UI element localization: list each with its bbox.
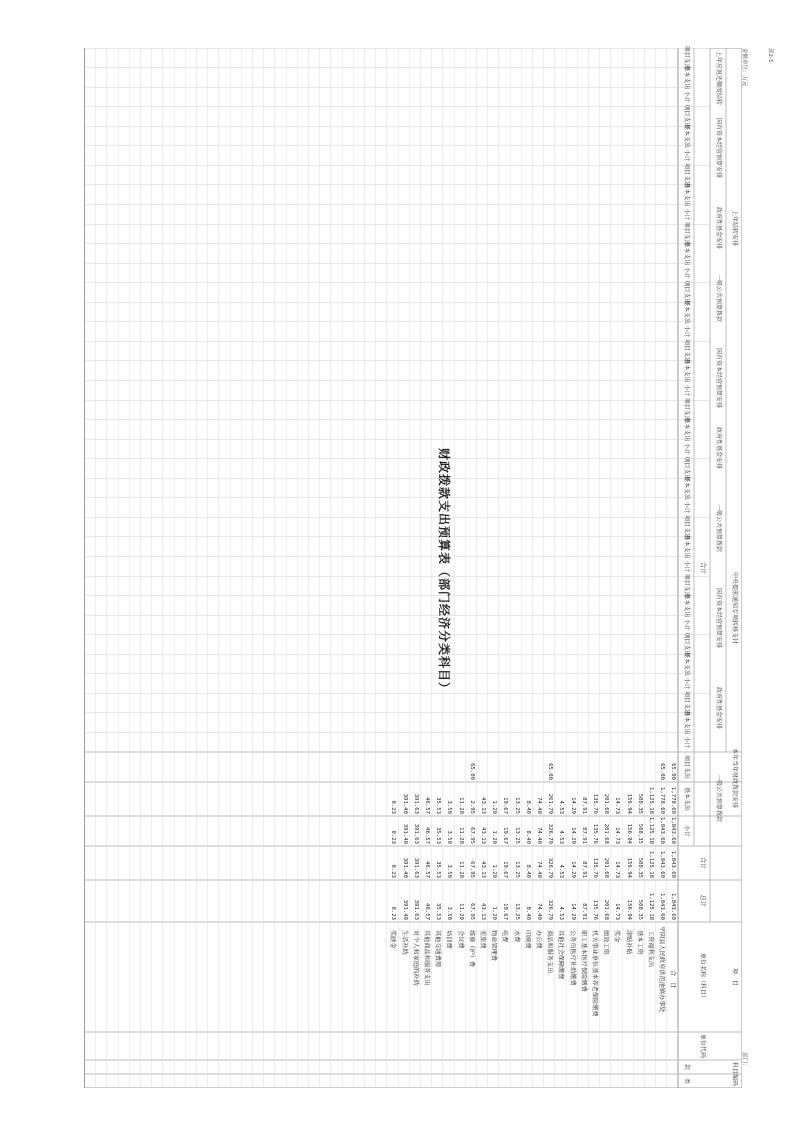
header-sub-22: 基本支出 [683, 299, 690, 325]
cell-total: 46.57 [424, 903, 430, 920]
cell-sum: 14.29 [569, 861, 576, 878]
cell-name: 职工基本医疗保险缴费 [579, 930, 587, 992]
header-small: 小计 [683, 824, 690, 838]
cell-basic: 261.79 [547, 793, 554, 814]
cell-total: 4.53 [558, 906, 565, 920]
cell-basic: 87.91 [580, 797, 587, 814]
cell-basic: 391.63 [412, 793, 419, 814]
header-sub-27: 小计 [683, 208, 690, 221]
cell-sum: 135.76 [592, 857, 598, 878]
header-sub-16: 基本支出 [683, 417, 690, 442]
cell-small: 11.20 [457, 827, 464, 844]
cell-total: 14.73 [614, 903, 621, 920]
cell-small: 1,843.60 [670, 817, 677, 844]
cell-total: 35.53 [435, 903, 442, 920]
cell-total: 391.63 [412, 899, 419, 920]
cell-sum: 4.53 [558, 864, 565, 878]
cell-basic: 8.40 [524, 800, 531, 814]
cell-basic: 508.35 [636, 793, 643, 814]
cell-name: 其他社会保障缴费 [557, 930, 565, 980]
cell-sum: 11.20 [457, 861, 464, 878]
header-sub-10: 基本支出 [683, 534, 690, 559]
header-basic: 基本支出 [683, 786, 690, 812]
cell-basic: 1,778.60 [670, 787, 677, 814]
cell-small: 326.79 [547, 823, 554, 844]
header-this-year-group: 本年当年财政拨款安排 [731, 747, 738, 809]
cell-small: 201.68 [603, 823, 610, 844]
header-sub-11: 项目支出 [683, 515, 690, 540]
header-last-state: 国有资本经营预算安排 [715, 117, 722, 179]
cell-small: 35.53 [435, 827, 442, 844]
cell-total: 43.13 [480, 903, 486, 920]
cell-total: 3.50 [446, 906, 453, 920]
cell-name: 绩效工资 [602, 930, 610, 955]
header-sub-17: 项目支出 [683, 397, 690, 422]
cell-project: 65.00 [468, 763, 475, 780]
cell-name: 平阴县人民政府洪范池镇办事处 [658, 926, 666, 1013]
cell-basic: 391.40 [401, 793, 408, 814]
cell-sum: 508.35 [636, 857, 643, 878]
cell-sum: 1,843.60 [659, 851, 666, 878]
cell-sum: 326.79 [547, 857, 554, 878]
header-sub-2: 项目支出 [683, 691, 690, 716]
cell-name: 奖励金 [389, 930, 397, 949]
header-general-budget: 一般公共预算拨款 [715, 773, 722, 823]
header-last-gov-fund: 政府性基金安排 [715, 206, 722, 250]
cell-sum: 35.53 [435, 861, 442, 878]
cell-small: 67.95 [468, 827, 475, 844]
cell-basic: 1,125.18 [648, 787, 654, 814]
header-sub-6: 小计 [683, 618, 690, 631]
cell-total: 1,125.18 [648, 893, 654, 920]
cell-sum: 156.94 [625, 857, 632, 878]
cell-basic: 2.95 [468, 800, 475, 814]
table-number: 部2-1 [767, 48, 773, 63]
cell-name: 工资福利支出 [647, 930, 654, 968]
cell-small: 87.91 [580, 827, 587, 844]
header-sub-8: 项目支出 [683, 573, 690, 598]
cell-basic: 13.25 [513, 797, 520, 814]
cell-basic: 156.94 [625, 793, 632, 814]
header-gov-fund: 政府性基金安排 [715, 686, 722, 730]
cell-total: 135.76 [592, 899, 598, 920]
header-central-gov-fund: 政府性基金安排 [715, 426, 722, 470]
header-sub-26: 项目支出 [683, 221, 690, 246]
header-unit-name: 单位名称（科目） [699, 952, 706, 1002]
header-sub-31: 基本支出 [683, 123, 690, 149]
header-sub-14: 项目支出 [683, 456, 690, 481]
cell-sum: 0.23 [390, 864, 397, 878]
cell-sum: 14.73 [614, 861, 621, 878]
header-sub-9: 小计 [683, 560, 690, 573]
cell-name: 机关事业单位基本养老保险缴费 [591, 930, 598, 1017]
cell-sum: 391.40 [401, 857, 408, 878]
cell-small: 8.40 [524, 830, 531, 844]
rotated-table-sheet [70, 45, 773, 1088]
cell-small: 1,843.60 [659, 817, 666, 844]
cell-total: 11.20 [457, 903, 464, 920]
cell-small: 46.57 [424, 827, 430, 844]
cell-name: 对个人和家庭的补助 [411, 930, 419, 986]
cell-basic: 3.50 [446, 800, 453, 814]
header-sub-19: 基本支出 [683, 358, 690, 383]
header-sub-32: 项目支出 [683, 104, 690, 129]
cell-name: 电费 [501, 930, 509, 943]
cell-basic: 1,778.60 [659, 787, 666, 814]
header-central-group: 中央提前通知专项转移支付 [731, 571, 738, 645]
header-item: 款 [683, 1063, 690, 1071]
cell-small: 1,125.18 [648, 817, 654, 844]
cell-total: 74.40 [536, 903, 542, 920]
cell-total: 391.40 [401, 899, 408, 920]
cell-small: 43.13 [480, 827, 486, 844]
cell-basic: 1.20 [491, 800, 498, 814]
header-sub-13: 基本支出 [683, 475, 690, 501]
cell-name: 会议费 [456, 930, 464, 949]
header-sub-7: 基本支出 [683, 593, 690, 618]
cell-basic: 135.76 [592, 793, 598, 814]
unit-label: 金额单位：万元 [741, 48, 747, 87]
cell-basic: 35.53 [435, 797, 442, 814]
cell-total: 13.25 [513, 903, 520, 920]
header-sub-15: 小计 [683, 442, 690, 455]
header-central-state: 国有资本经营预算安排 [715, 347, 722, 409]
cell-sum: 8.40 [524, 864, 531, 878]
cell-name: 津贴补贴 [624, 930, 632, 955]
cell-total: 1,843.60 [659, 893, 666, 920]
header-central-sum: 合计 [699, 561, 706, 575]
header-sub-24: 小计 [683, 266, 690, 279]
cell-small: 135.76 [592, 823, 598, 844]
dept-label: 部门： [741, 1052, 747, 1069]
header-item-group: 项 目 [731, 967, 738, 987]
cell-small: 13.25 [513, 827, 520, 844]
header-class: 类 [683, 1077, 690, 1085]
header-sum: 合计 [699, 856, 706, 870]
cell-total: 87.91 [580, 903, 587, 920]
cell-sum: 201.68 [603, 857, 610, 878]
header-sub-28: 基本支出 [683, 182, 690, 207]
cell-sum: 43.13 [480, 861, 486, 878]
cell-sum: 19.67 [502, 861, 509, 878]
cell-basic: 14.73 [614, 797, 621, 814]
cell-basic: 201.68 [603, 793, 610, 814]
cell-total: 67.95 [468, 903, 475, 920]
cell-small: 1.20 [491, 830, 498, 844]
cell-sum: 1,843.60 [670, 851, 677, 878]
cell-small: 3.50 [446, 830, 453, 844]
cell-basic: 43.13 [480, 797, 486, 814]
cell-total: 201.68 [603, 899, 610, 920]
cell-small: 14.73 [614, 827, 621, 844]
cell-basic: 19.67 [502, 797, 509, 814]
cell-total: 508.35 [636, 899, 643, 920]
header-unit-code: 单位代码 [699, 1033, 706, 1059]
cell-total: 19.67 [502, 903, 509, 920]
cell-basic: 11.20 [457, 797, 464, 814]
header-sub-12: 小计 [683, 501, 690, 514]
cell-project: 65.00 [670, 763, 677, 780]
cell-name: 其他商品和服务支出 [423, 930, 430, 986]
header-project: 项目支出 [683, 754, 690, 780]
header-last-year-group: 上年结转安排 [731, 209, 738, 247]
cell-small: 391.40 [401, 823, 408, 844]
header-subject-code: 科目编码 [731, 1061, 738, 1087]
cell-small: 508.35 [636, 823, 643, 844]
header-sub-5: 项目支出 [683, 632, 690, 657]
cell-small: 4.53 [558, 830, 565, 844]
cell-project: 65.00 [547, 763, 554, 780]
header-sub-3: 小计 [683, 677, 690, 690]
cell-basic: 4.53 [558, 800, 565, 814]
cell-basic: 0.23 [390, 800, 397, 814]
cell-name: 商品和服务支出 [546, 930, 554, 974]
cell-name: 办公费 [535, 930, 542, 949]
cell-small: 14.29 [569, 827, 576, 844]
header-sub-30: 小计 [683, 149, 690, 162]
cell-basic: 74.40 [536, 797, 542, 814]
cell-small: 0.23 [390, 830, 397, 844]
cell-total: 14.29 [569, 903, 576, 920]
cell-project: 65.00 [659, 763, 666, 780]
header-sub-33: 小计 [683, 90, 690, 103]
header-sub-34: 基本支出 [683, 65, 690, 90]
cell-sum: 74.40 [536, 861, 542, 878]
cell-name: 合 计 [669, 970, 677, 989]
cell-name: 其他交通费用 [434, 930, 442, 968]
header-central-general: 一般公共预算拨款 [715, 503, 722, 553]
document-title: 财政拨款支出预算表（部门经济分类科目） [437, 448, 451, 696]
header-sub-23: 项目支出 [683, 280, 690, 305]
cell-total: 156.94 [625, 899, 632, 920]
cell-total: 1,843.60 [670, 893, 677, 920]
cell-sum: 87.91 [580, 861, 587, 878]
cell-name: 奖金 [613, 930, 621, 943]
cell-name: 物业管理费 [490, 930, 498, 961]
header-sub-4: 基本支出 [683, 651, 690, 677]
cell-name: 基本工资 [635, 930, 643, 955]
cell-basic: 46.57 [424, 797, 430, 814]
cell-small: 74.40 [536, 827, 542, 844]
header-last-general: 一般公共预算拨款 [715, 273, 722, 323]
cell-name: 维修（护）费 [467, 930, 475, 968]
cell-basic: 14.29 [569, 797, 576, 814]
cell-total: 1.20 [491, 906, 498, 920]
cell-sum: 1.20 [491, 864, 498, 878]
cell-total: 8.40 [524, 906, 531, 920]
cell-sum: 46.57 [424, 861, 430, 878]
cell-sum: 13.25 [513, 861, 520, 878]
cell-small: 391.63 [412, 823, 419, 844]
cell-name: 差旅费 [479, 930, 486, 949]
cell-name: 印刷费 [523, 930, 531, 949]
cell-sum: 1,125.18 [648, 851, 654, 878]
cell-name: 水费 [512, 930, 520, 943]
cell-sum: 391.63 [412, 857, 419, 878]
cell-sum: 67.95 [468, 861, 475, 878]
header-last-special: 上年应返还额度结转 [715, 50, 722, 106]
cell-name: 公务员医疗补助缴费 [568, 930, 576, 986]
cell-small: 19.67 [502, 827, 509, 844]
header-sub-25: 基本支出 [683, 241, 690, 266]
header-sub-20: 项目支出 [683, 339, 690, 364]
header-sub-0: 小计 [683, 736, 690, 749]
cell-sum: 3.50 [446, 864, 453, 878]
header-total: 总计 [699, 894, 706, 908]
header-sub-29: 项目支出 [683, 163, 690, 188]
header-sub-35: 项目支出 [683, 45, 690, 70]
cell-total: 326.79 [547, 899, 554, 920]
cell-small: 156.94 [625, 823, 632, 844]
cell-name: 生活补助 [400, 930, 408, 955]
header-sub-1: 基本支出 [683, 710, 690, 735]
cell-name: 培训费 [445, 930, 453, 949]
header-state-capital: 国有资本经营预算安排 [715, 587, 722, 649]
header-sub-18: 小计 [683, 384, 690, 397]
cell-total: 0.23 [390, 906, 397, 920]
header-sub-21: 小计 [683, 325, 690, 338]
